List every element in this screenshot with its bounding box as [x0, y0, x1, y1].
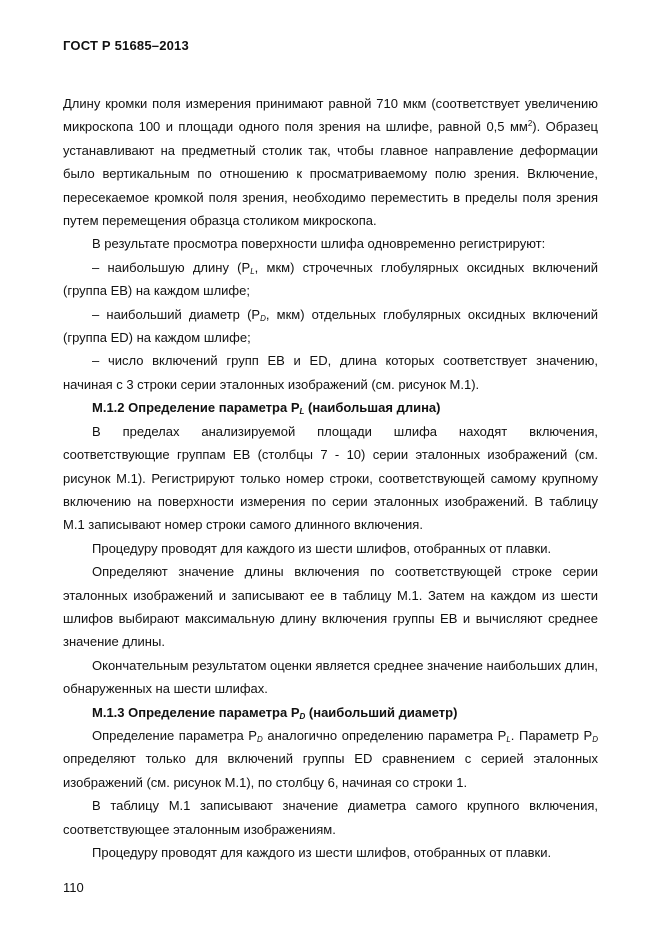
paragraph-measurement-field: Длину кромки поля измерения принимают равной 710 мкм (соответствует увеличению микроскопа 100 и площади одного поля зрения на шлифе, равной 0,5 $мм^2$). Образец устанавливают на предметный столик так, чтобы главное направление деформации было вертикальным по отношению к просматриваемому полю зрения. Включение, пересекаемое кромкой поля зрения, необходимо переместить в пределы поля зрения путем перемещения образца столиком микроскопа.: [63, 96, 598, 229]
paragraph-registration-intro: В результате просмотра поверхности шлифа одновременно регистрируют:: [92, 236, 546, 252]
list-item-max-diameter: – наибольший диаметр ($P_D$, мкм) отдельных глобулярных оксидных включений (группа ЕD) на каждом шлифе;: [63, 306, 598, 346]
section-heading-m-1-3: М.1.3 Определение параметра $P_D$ (наибольший диаметр): [92, 704, 458, 721]
paragraph-determine-diameter: Определение параметра $P_D$ аналогично определению параметра $P_L$. Параметр $P_D$ определяют только для включений группы ЕD сравнением с серией эталонных изображений (см. рисунок М.1), по столбцу 6, начиная со строки 1.: [63, 727, 598, 790]
paragraph-final-result: Окончательным результатом оценки является среднее значение наибольших длин, обнаруженных на шести шлифах.: [63, 657, 598, 697]
paragraph-record-diameter: В таблицу М.1 записывают значение диаметра самого крупного включения, соответствующее эталонным изображениям.: [63, 798, 598, 837]
page-number: 110: [63, 880, 84, 895]
paragraph-procedure-repeat-2: Процедуру проводят для каждого из шести шлифов, отобранных от плавки.: [92, 845, 552, 860]
paragraph-find-inclusions: В пределах анализируемой площади шлифа находят включения, соответствующие группам ЕВ (столбцы 7 - 10) серии эталонных изображений (см. рисунок М.1). Регистрируют только номер строки, соответствующей самому крупному включению на поверхности измерения по серии эталонных изображений. В таблицу М.1 записывают номер строки самого длинного включения.: [63, 423, 598, 533]
paragraph-procedure-repeat: Процедуру проводят для каждого из шести шлифов, отобранных от плавки.: [92, 540, 552, 556]
page-body: [63, 92, 598, 864]
section-heading-m-1-2: М.1.2 Определение параметра $P_L$ (наибольшая длина): [92, 400, 441, 417]
list-item-max-length: – наибольшую длину ($P_L$, мкм) строчечных глобулярных оксидных включений (группа ЕВ) на каждом шлифе;: [63, 259, 598, 299]
paragraph-determine-length: Определяют значение длины включения по соответствующей строке серии эталонных изображений и записывают ее в таблицу М.1. Затем на каждом из шести шлифов выбирают максимальную длину включения группы ЕВ и вычисляют среднее значение длины.: [63, 564, 598, 650]
document-header: ГОСТ Р 51685–2013: [63, 38, 189, 53]
list-item-inclusion-count: – число включений групп ЕВ и ЕD, длина которых соответствует значению, начиная с 3 строки серии эталонных изображений (см. рисунок М.1).: [63, 353, 598, 392]
